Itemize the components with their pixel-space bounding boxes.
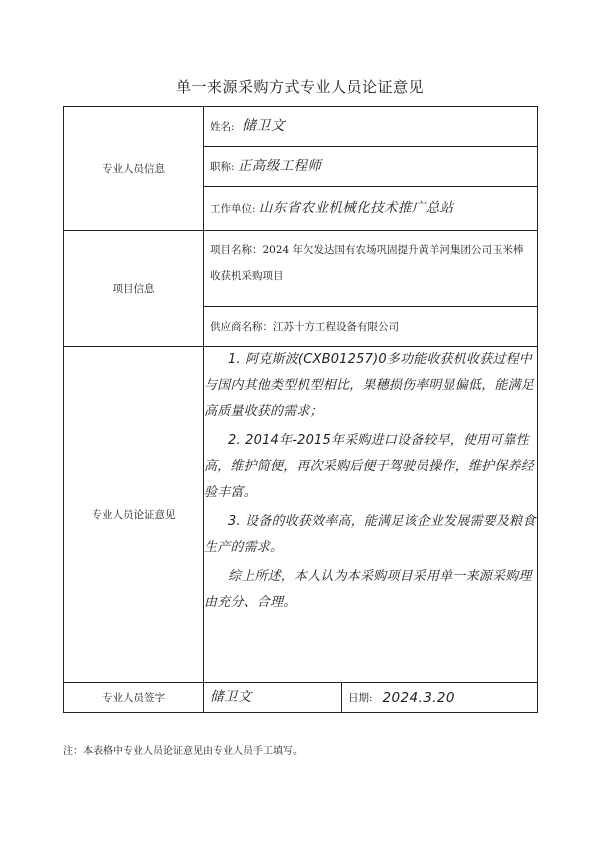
- project-info-label: 项目信息: [64, 231, 204, 347]
- project-name: 项目名称：2024 年欠发达国有农场巩固提升黄羊河集团公司玉米棒收获机采购项目: [210, 244, 524, 282]
- expert-info-label: 专业人员信息: [64, 107, 204, 231]
- project-name-row: [204, 231, 538, 307]
- opinion-conclusion: 综上所述，本人认为本采购项目采用单一来源采购理由充分、合理。: [204, 569, 532, 610]
- signature-cell: [204, 683, 342, 713]
- footnote: 注：本表格中专业人员论证意见由专业人员手工填写。: [63, 746, 303, 757]
- unit-value: 山东省农业机械化技术推广总站: [258, 200, 454, 216]
- unit-row: [204, 187, 538, 231]
- name-row: [204, 107, 538, 147]
- title-label: 职称:: [210, 161, 235, 173]
- opinion-paragraph: 2. 2014年-2015年采购进口设备较早，使用可靠性高，维护简便，再次采购后便于驾驶员操作，维护保养经验丰富。: [204, 433, 535, 500]
- opinion-paragraph: 1. 阿克斯波(CXB01257)0多功能收获机收获过程中与国内其他类型机型相比，果穗损伤率明显偏低，能满足高质量收获的需求；: [204, 352, 535, 419]
- opinion-label: 专业人员论证意见: [64, 347, 204, 683]
- date-value: 2024.3.20: [382, 689, 455, 706]
- supplier-name: 供应商名称：江苏十方工程设备有限公司: [210, 320, 399, 333]
- signature-value: 储卫文: [210, 689, 252, 705]
- name-value: 储卫文: [241, 118, 286, 134]
- title-value: 正高级工程师: [237, 158, 322, 174]
- signature-label: 专业人员签字: [64, 683, 204, 713]
- opinion-content: [204, 347, 538, 683]
- date-cell: [342, 683, 538, 713]
- name-label: 姓名:: [210, 121, 235, 133]
- title-row: [204, 147, 538, 187]
- opinion-form-table: [63, 106, 538, 713]
- opinion-paragraph: 3. 设备的收获效率高，能满足该企业发展需要及粮食生产的需求。: [204, 514, 536, 555]
- supplier-row: [204, 307, 538, 347]
- form-title: 单一来源采购方式专业人员论证意见: [175, 78, 424, 96]
- date-label: 日期:: [348, 692, 373, 704]
- unit-label: 工作单位:: [210, 203, 256, 215]
